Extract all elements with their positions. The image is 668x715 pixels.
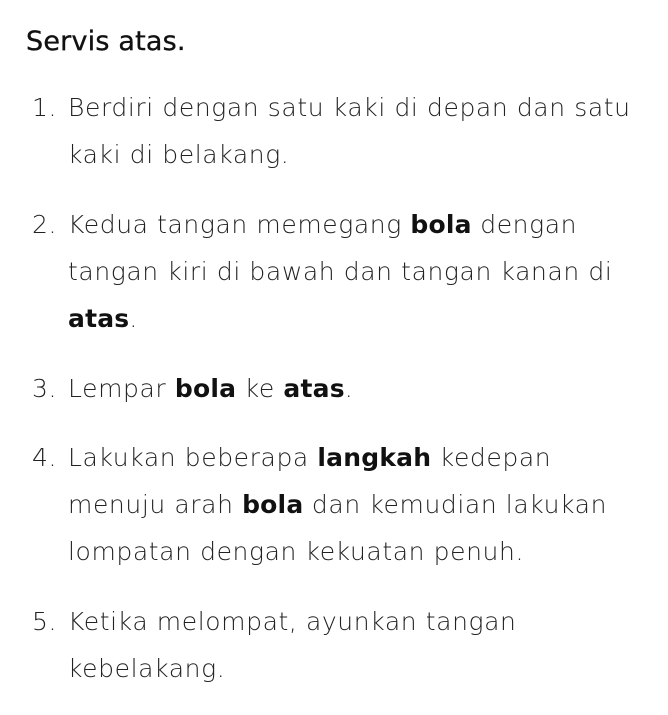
step-text: dan kemudian lakukan lompatan dengan kekuatan penuh. [68, 490, 608, 566]
emphasis-text: bola [410, 210, 472, 239]
step-item-5 [32, 598, 652, 692]
step-text: Ketika melompat, ayunkan tangan kebelakang. [68, 607, 517, 683]
step-text: dengan tangan kiri di bawah dan tangan kanan di [68, 210, 613, 286]
step-text: kedepan menuju arah [68, 443, 552, 519]
step-text: ke [236, 374, 284, 403]
step-item-2 [32, 201, 652, 342]
step-number: 2. [32, 210, 58, 239]
step-number: 1. [32, 93, 58, 122]
emphasis-text: bola [242, 490, 304, 519]
section-title: Servis atas. [26, 26, 186, 57]
step-text: Kedua tangan memegang [68, 210, 411, 239]
step-text: Lempar [68, 374, 175, 403]
step-item-4 [32, 434, 652, 575]
emphasis-text: atas [68, 304, 130, 333]
step-text: Lakukan beberapa [68, 443, 318, 472]
step-number: 3. [32, 374, 58, 403]
step-text: Berdiri dengan satu kaki di depan dan satu kaki di belakang. [68, 93, 631, 169]
step-item-1 [32, 84, 652, 178]
step-number: 5. [32, 607, 58, 636]
emphasis-text: bola [174, 374, 237, 403]
emphasis-text: atas [283, 374, 345, 403]
step-number: 4. [32, 443, 58, 472]
step-text: . [344, 374, 354, 403]
emphasis-text: langkah [317, 443, 432, 472]
step-text: . [129, 304, 138, 333]
steps-list [32, 84, 652, 715]
step-item-3 [32, 365, 652, 412]
